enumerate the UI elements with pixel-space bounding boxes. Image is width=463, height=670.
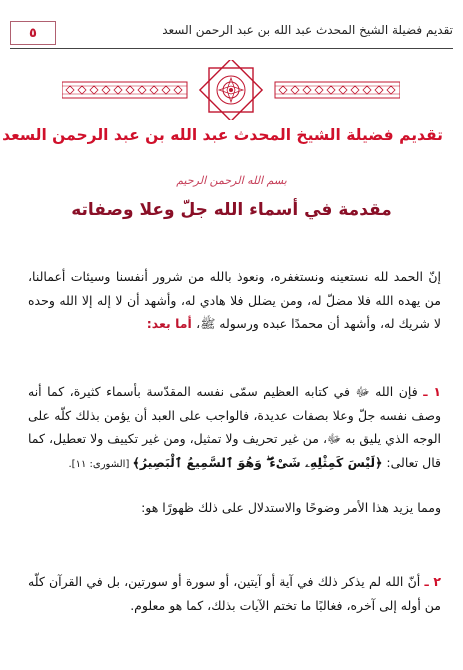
paragraph-3-text: ومما يزيد هذا الأمر وضوحًا والاستدلال على ذلك ظهورًا هو: <box>141 500 441 515</box>
basmala-calligraphy: بسم الله الرحمن الرحيم <box>176 174 287 187</box>
ornament-medallion <box>200 60 262 120</box>
running-header <box>10 20 453 54</box>
ornament-border-left <box>62 82 187 98</box>
header-rule <box>10 48 453 49</box>
paragraph-4 <box>28 570 441 617</box>
paragraph-2-text: فإن الله ﷻ في كتابه العظيم سمّى نفسه المقدّسة بأسماء كثيرة، كما أنه وصف نفسه جلّ وعلا بصفات عديدة، فالواجب على العبد أن يؤمن بذلك كلّه على الوجه الذي يليق به ﷻ، من غير تحريف ولا تمثيل، ومن غير تكييف ولا تعطيل، كما قال تعالى: <box>28 384 441 470</box>
running-title: تقديم فضيلة الشيخ المحدث عبد الله بن عبد الرحمن السعد <box>162 23 453 37</box>
paragraph-3 <box>28 496 441 520</box>
ornament-border-right <box>275 82 400 98</box>
paragraph-4-text: أنّ الله لم يذكر ذلك في آية أو آيتين، أو سورة أو سورتين، بل في القرآن كلّه من أوله إلى آخره، فغالبًا ما تختم الآيات بذلك، كما هو معلوم. <box>28 574 441 613</box>
subtitle: مقدمة في أسماء الله جلّ وعلا وصفاته <box>71 200 392 220</box>
paragraph-2 <box>28 380 441 476</box>
paragraph-2-number: ١ ـ <box>423 384 442 399</box>
quran-reference: [الشورى: ١١]. <box>68 458 133 470</box>
paragraph-4-number: ٢ ـ <box>424 574 441 589</box>
paragraph-1 <box>28 265 441 336</box>
page-number: ٥ <box>10 21 56 45</box>
paragraph-1-tail: أما بعد: <box>146 316 197 331</box>
paragraph-1-text: إنّ الحمد لله نستعينه ونستغفره، ونعوذ بالله من شرور أنفسنا وسيئات أعمالنا، من يهده الله فلا مضلّ له، ومن يضلل فلا هادي له، وأشهد أن لا إله إلا الله وحده لا شريك له، وأشهد أن محمدًا عبده ورسوله ﷺ، <box>28 269 441 331</box>
quran-quote: ﴿لَيْسَ كَمِثْلِهِۦ شَىْءٌ ۖ وَهُوَ ٱلسَّمِيعُ ٱلْبَصِيرُ﴾ <box>132 454 383 470</box>
ornament-band <box>62 60 400 120</box>
section-title: تقديم فضيلة الشيخ المحدث عبد الله بن عبد الرحمن السعد <box>2 126 443 144</box>
